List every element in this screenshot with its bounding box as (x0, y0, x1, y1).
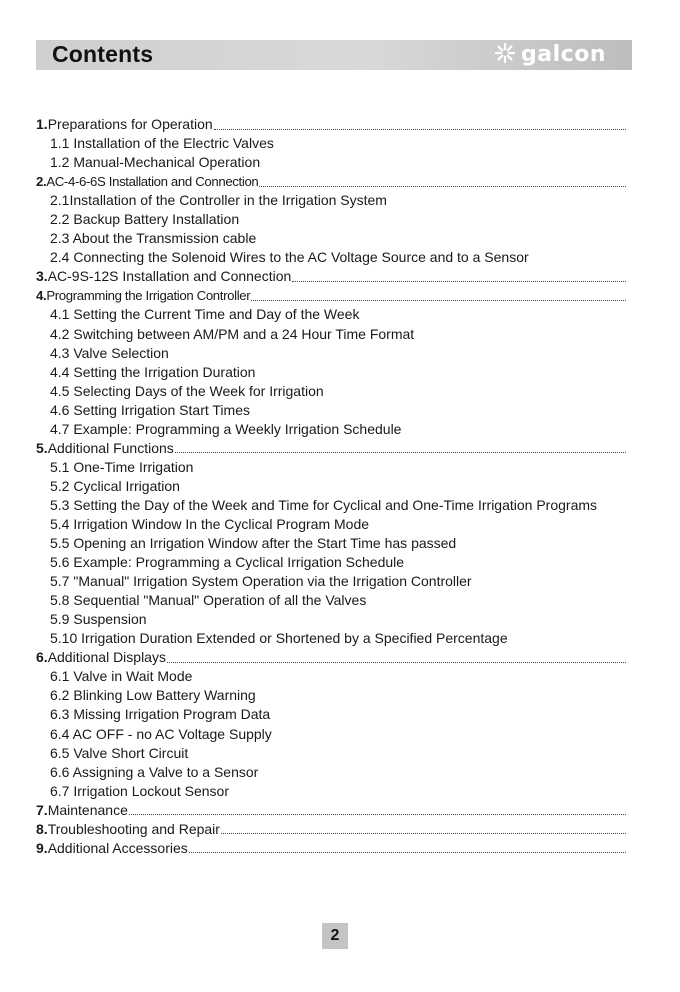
toc-subsection[interactable] (36, 458, 626, 477)
toc-subsection-title: 2.2 Backup Battery Installation (50, 211, 240, 228)
toc-section-title: Troubleshooting and Repair (47, 820, 220, 837)
toc-subsection-title: 5.8 Sequential "Manual" Operation of all the Valves (50, 592, 367, 609)
toc-section-number: 8. (36, 820, 48, 837)
toc-dot-leader (251, 300, 626, 301)
toc-section-title: AC-9S-12S Installation and Connection (47, 268, 292, 285)
toc-section-number: 4. (36, 288, 47, 304)
toc-subsection-title: 4.4 Setting the Irrigation Duration (50, 363, 256, 380)
toc-subsection-title: 4.5 Selecting Days of the Week for Irrigation (50, 382, 324, 399)
toc-section-1[interactable] (36, 115, 626, 134)
toc-section-5[interactable] (36, 439, 626, 458)
toc-dot-leader (167, 662, 626, 663)
toc-subsection[interactable] (36, 229, 626, 248)
toc-section-title: Maintenance (47, 801, 128, 818)
toc-section-title: Preparations for Operation (47, 116, 213, 132)
logo-text: galcon (521, 42, 606, 67)
toc-subsection[interactable] (36, 420, 626, 439)
toc-subsection[interactable] (36, 325, 626, 344)
toc-section-number: 5. (36, 439, 48, 456)
toc-section-number: 1. (36, 116, 48, 132)
toc-subsection[interactable] (36, 210, 626, 229)
toc-subsection[interactable] (36, 477, 626, 496)
toc-subsection[interactable] (36, 134, 626, 153)
toc-subsection[interactable] (36, 744, 626, 763)
toc-subsection-title: 4.1 Setting the Current Time and Day of the Week (50, 306, 360, 323)
toc-subsection[interactable] (36, 363, 626, 382)
toc-subsection[interactable] (36, 382, 626, 401)
toc-subsection-title: 4.6 Setting Irrigation Start Times (50, 401, 250, 418)
toc-subsection[interactable] (36, 401, 626, 420)
toc-section-number: 7. (36, 801, 48, 818)
toc-subsection-title: 5.7 "Manual" Irrigation System Operation via the Irrigation Controller (50, 573, 472, 590)
toc-subsection-title: 4.7 Example: Programming a Weekly Irrigation Schedule (50, 420, 402, 437)
toc-subsection[interactable] (36, 686, 626, 705)
toc-subsection-title: 6.3 Missing Irrigation Program Data (50, 706, 271, 723)
toc-subsection[interactable] (36, 248, 626, 267)
toc-subsection-title: 4.2 Switching between AM/PM and a 24 Hour Time Format (50, 325, 415, 342)
toc-section-2[interactable] (36, 172, 626, 191)
toc-subsection-title: 5.2 Cyclical Irrigation (50, 477, 180, 494)
toc-section-number: 9. (36, 839, 48, 856)
toc-dot-leader (221, 833, 626, 834)
toc-dot-leader (292, 281, 626, 282)
toc-subsection[interactable] (36, 610, 626, 629)
toc-section-title: Additional Displays (47, 649, 166, 666)
brand-logo (494, 43, 606, 67)
toc-subsection[interactable] (36, 725, 626, 744)
toc-subsection-title: 6.6 Assigning a Valve to a Sensor (50, 763, 259, 780)
toc-dot-leader (175, 452, 626, 453)
page-title: Contents (52, 41, 154, 67)
toc-section-3[interactable] (36, 267, 626, 286)
toc-subsection[interactable] (36, 153, 626, 172)
toc-subsection-title: 4.3 Valve Selection (50, 344, 169, 361)
toc-subsection[interactable] (36, 496, 626, 515)
toc-section-9[interactable] (36, 839, 626, 858)
toc-dot-leader (129, 814, 626, 815)
toc-subsection-title: 1.1 Installation of the Electric Valves (50, 135, 274, 152)
toc-section-number: 3. (36, 268, 48, 285)
toc-dot-leader (214, 129, 626, 130)
toc-section-title: Programming the Irrigation Controller (46, 288, 251, 304)
toc-subsection[interactable] (36, 191, 626, 210)
toc-subsection-title: 2.3 About the Transmission cable (50, 230, 257, 247)
toc-subsection[interactable] (36, 705, 626, 724)
toc-subsection[interactable] (36, 572, 626, 591)
toc-subsection[interactable] (36, 305, 626, 324)
toc-section-title: AC-4-6-6S Installation and Connection (46, 174, 259, 190)
toc-subsection-title: 5.4 Irrigation Window In the Cyclical Program Mode (50, 515, 370, 532)
toc-subsection-title: 5.3 Setting the Day of the Week and Time for Cyclical and One-Time Irrigation Programs (50, 496, 598, 513)
table-of-contents (36, 115, 626, 858)
toc-subsection-title: 1.2 Manual-Mechanical Operation (50, 154, 261, 171)
toc-subsection[interactable] (36, 629, 626, 648)
toc-section-number: 6. (36, 649, 48, 666)
toc-subsection-title: 5.1 One-Time Irrigation (50, 458, 194, 475)
toc-subsection[interactable] (36, 344, 626, 363)
page-number: 2 (322, 923, 348, 949)
toc-section-title: Additional Functions (47, 439, 174, 456)
toc-section-6[interactable] (36, 648, 626, 667)
toc-subsection-title: 5.5 Opening an Irrigation Window after the Start Time has passed (50, 535, 457, 552)
toc-subsection-title: 2.4 Connecting the Solenoid Wires to the AC Voltage Source and to a Sensor (50, 249, 529, 266)
toc-section-title: Additional Accessories (47, 839, 188, 856)
toc-subsection[interactable] (36, 534, 626, 553)
toc-dot-leader (189, 852, 626, 853)
toc-subsection[interactable] (36, 553, 626, 572)
toc-subsection-title: 2.1Installation of the Controller in the Irrigation System (50, 192, 387, 209)
toc-subsection-title: 5.6 Example: Programming a Cyclical Irrigation Schedule (50, 554, 405, 571)
toc-subsection[interactable] (36, 782, 626, 801)
toc-section-number: 2. (36, 174, 47, 190)
galcon-star-icon (494, 42, 516, 69)
toc-subsection[interactable] (36, 763, 626, 782)
toc-subsection-title: 6.4 AC OFF - no AC Voltage Supply (50, 725, 272, 742)
toc-subsection[interactable] (36, 591, 626, 610)
toc-dot-leader (259, 186, 626, 187)
toc-subsection-title: 6.5 Valve Short Circuit (50, 744, 189, 761)
header-bar (36, 40, 632, 70)
toc-subsection-title: 6.2 Blinking Low Battery Warning (50, 687, 256, 704)
toc-subsection[interactable] (36, 667, 626, 686)
toc-subsection-title: 5.10 Irrigation Duration Extended or Shortened by a Specified Percentage (50, 630, 508, 647)
toc-section-4[interactable] (36, 286, 626, 305)
toc-subsection-title: 6.7 Irrigation Lockout Sensor (50, 782, 229, 799)
toc-section-7[interactable] (36, 801, 626, 820)
toc-subsection-title: 5.9 Suspension (50, 611, 147, 628)
toc-subsection[interactable] (36, 515, 626, 534)
toc-section-8[interactable] (36, 820, 626, 839)
toc-subsection-title: 6.1 Valve in Wait Mode (50, 668, 193, 685)
